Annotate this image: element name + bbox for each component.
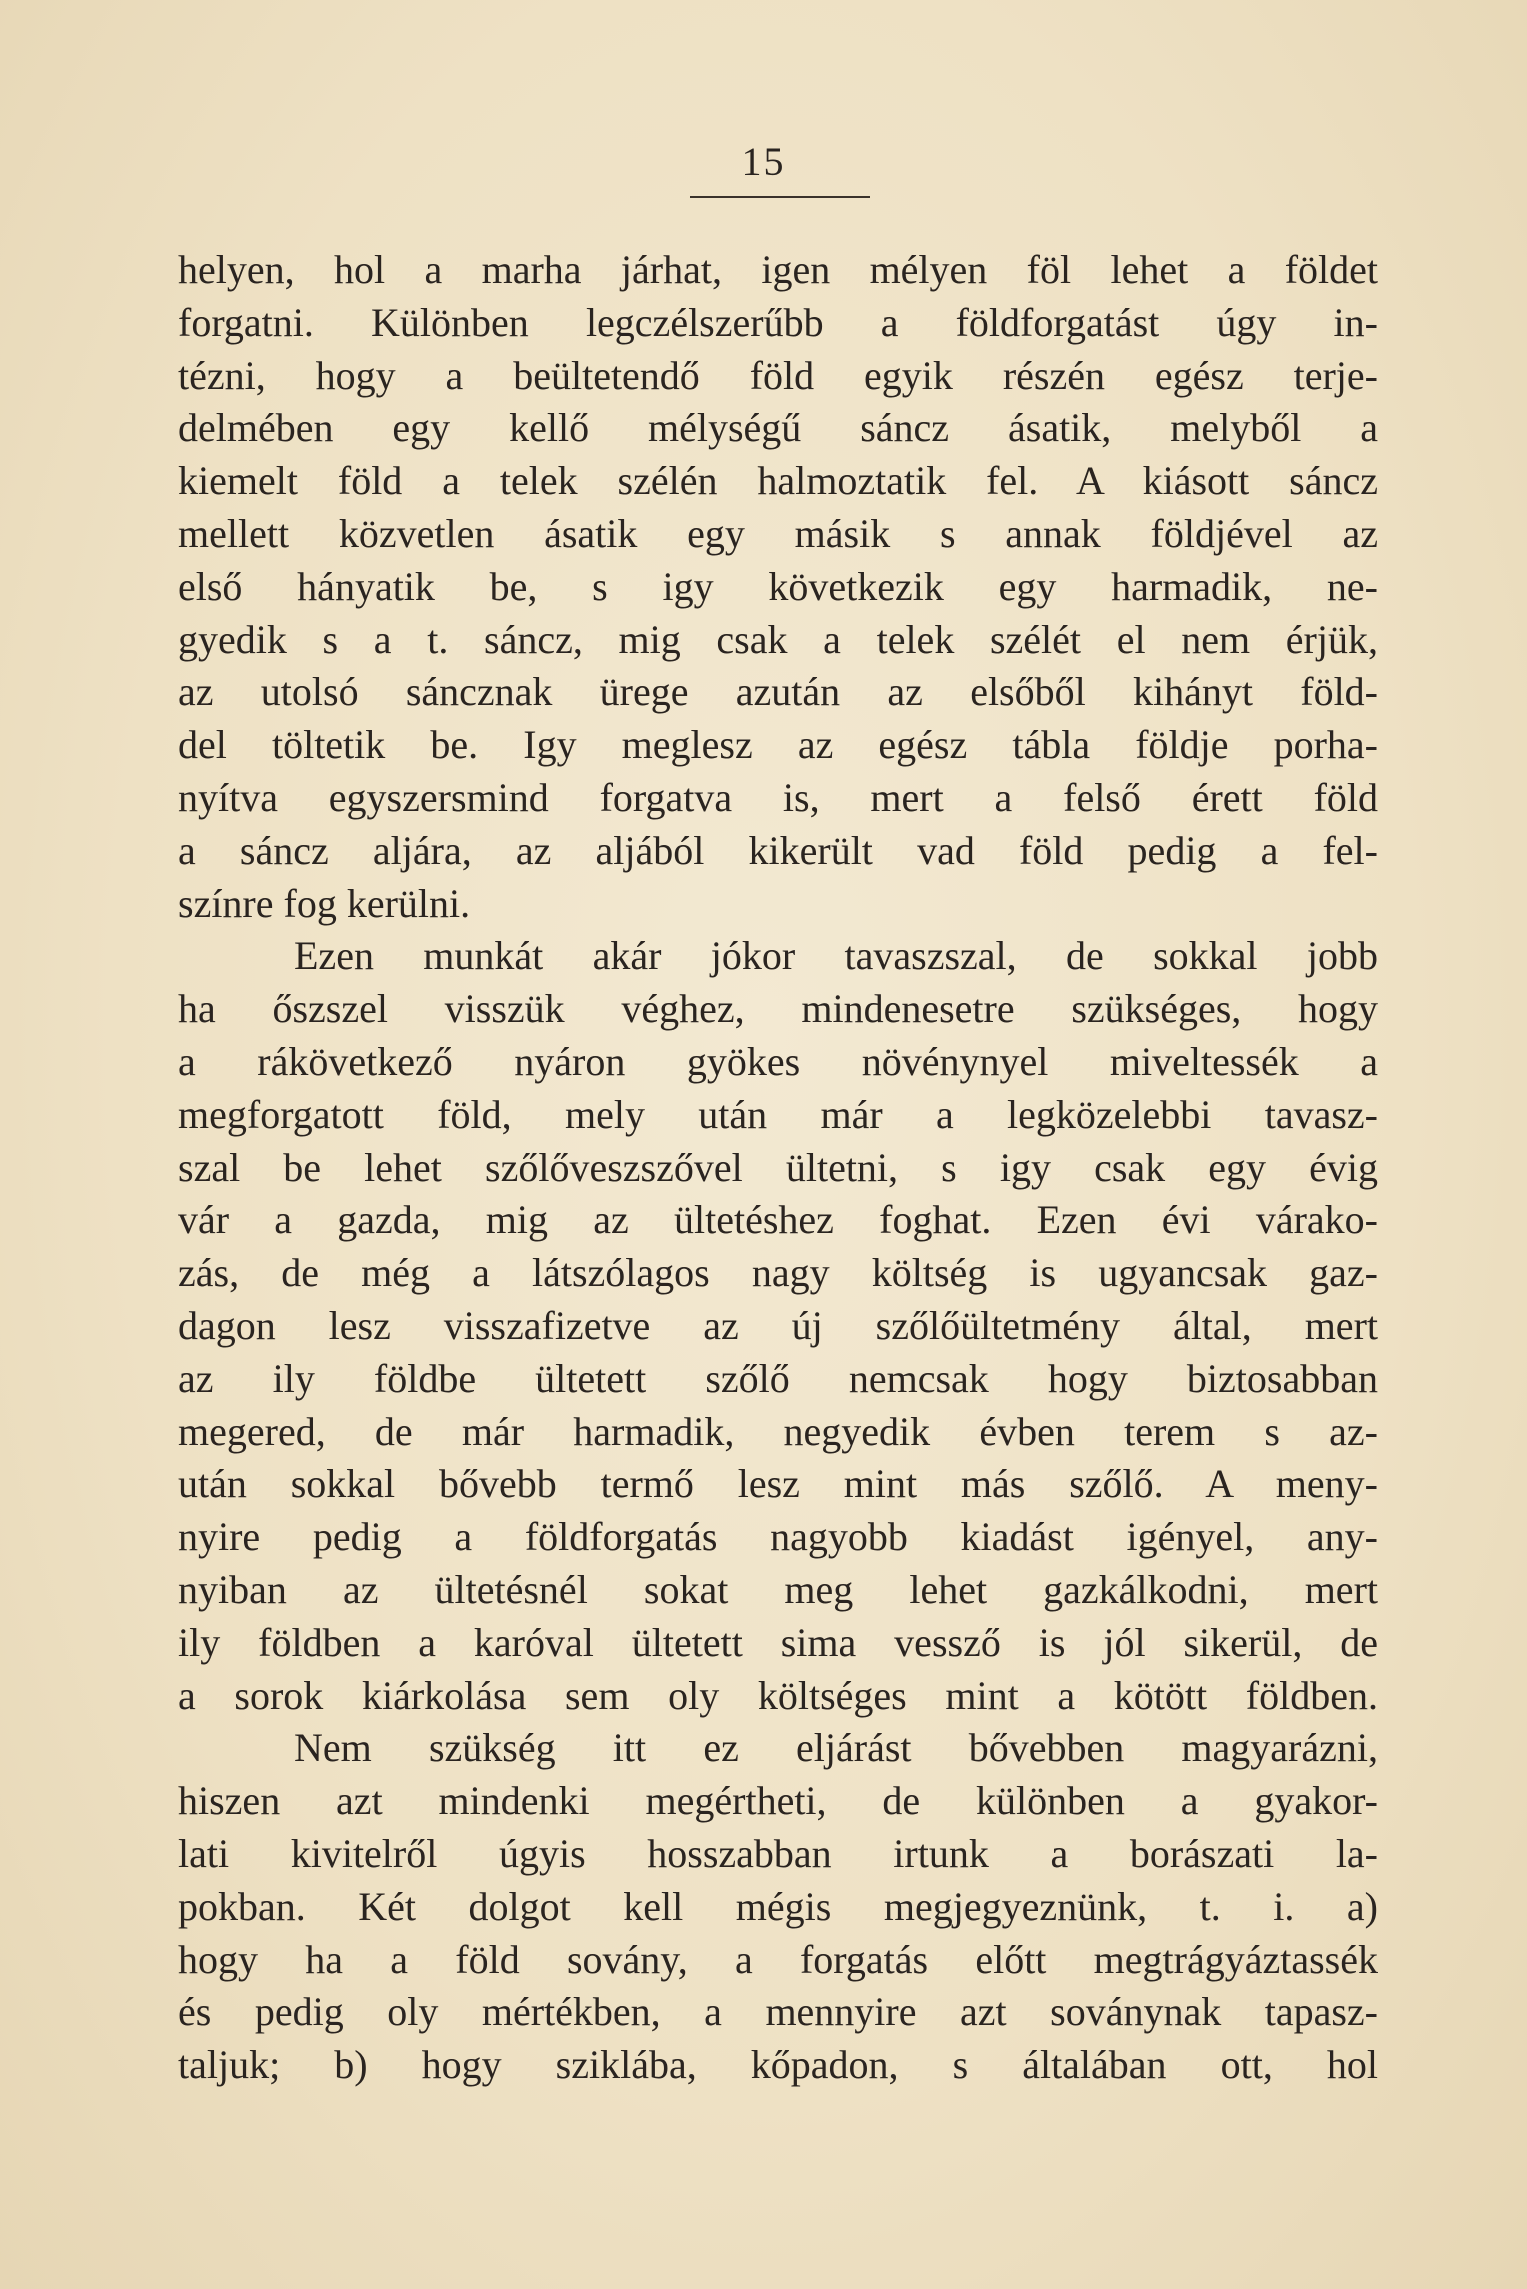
header-rule	[690, 196, 870, 198]
text-line: taljuk; b) hogy sziklába, kőpadon, s általában ott, hol	[178, 2042, 1378, 2088]
text-line: gyedik s a t. sáncz, mig csak a telek szélét el nem érjük,	[178, 616, 1378, 662]
text-line: vár a gazda, mig az ültetéshez foghat. Ezen évi várako-	[178, 1197, 1378, 1243]
text-line: lati kivitelről úgyis hosszabban irtunk a borászati la-	[178, 1830, 1378, 1876]
text-line: nyire pedig a földforgatás nagyobb kiadást igényel, any-	[178, 1514, 1378, 1560]
text-line: helyen, hol a marha járhat, igen mélyen föl lehet a földet	[178, 247, 1378, 292]
text-line: ha őszszel visszük véghez, mindenesetre szükséges, hogy	[178, 986, 1378, 1032]
text-line: nyítva egyszersmind forgatva is, mert a felső érett föld	[178, 774, 1378, 820]
text-line: Ezen munkát akár jókor tavaszszal, de sokkal jobb	[294, 933, 1378, 979]
text-line: az utolsó sáncznak ürege azután az elsőből kihányt föld-	[178, 669, 1378, 715]
text-line: az ily földbe ültetett szőlő nemcsak hogy biztosabban	[178, 1355, 1378, 1401]
text-line: első hányatik be, s igy következik egy harmadik, ne-	[178, 563, 1378, 609]
text-line: a rákövetkező nyáron gyökes növénynyel miveltessék a	[178, 1038, 1378, 1084]
text-line: dagon lesz visszafizetve az új szőlőültetmény által, mert	[178, 1302, 1378, 1348]
text-line: nyiban az ültetésnél sokat meg lehet gazkálkodni, mert	[178, 1566, 1378, 1612]
text-line: megered, de már harmadik, negyedik évben terem s az-	[178, 1408, 1378, 1454]
body-text	[178, 244, 1378, 2092]
page-number: 15	[741, 139, 786, 184]
text-line: Nem szükség itt ez eljárást bővebben magyarázni,	[294, 1725, 1378, 1771]
text-line: zás, de még a látszólagos nagy költség is ugyancsak gaz-	[178, 1250, 1378, 1296]
text-line: a sáncz aljára, az aljából kikerült vad föld pedig a fel-	[178, 827, 1378, 873]
text-line: a sorok kiárkolása sem oly költséges mint a kötött földben.	[178, 1672, 1378, 1718]
text-line: megforgatott föld, mely után már a legközelebbi tavasz-	[178, 1091, 1378, 1137]
text-line: delmében egy kellő mélységű sáncz ásatik, melyből a	[178, 405, 1378, 451]
text-line: pokban. Két dolgot kell mégis megjegyeznünk, t. i. a)	[178, 1883, 1378, 1929]
text-line: mellett közvetlen ásatik egy másik s annak földjével az	[178, 510, 1378, 556]
text-line: tézni, hogy a beültetendő föld egyik részén egész terje-	[178, 352, 1378, 398]
text-line: színre fog kerülni.	[178, 880, 471, 926]
text-line: hogy ha a föld sovány, a forgatás előtt megtrágyáztassék	[178, 1936, 1378, 1982]
text-line: szal be lehet szőlőveszszővel ültetni, s igy csak egy évig	[178, 1144, 1378, 1190]
text-line: hiszen azt mindenki megértheti, de különben a gyakor-	[178, 1778, 1378, 1824]
text-line: kiemelt föld a telek szélén halmoztatik fel. A kiásott sáncz	[178, 458, 1378, 504]
text-line: del töltetik be. Igy meglesz az egész tábla földje porha-	[178, 722, 1378, 768]
text-line: és pedig oly mértékben, a mennyire azt soványnak tapasz-	[178, 1989, 1378, 2035]
text-line: után sokkal bővebb termő lesz mint más szőlő. A meny-	[178, 1461, 1378, 1507]
text-line: forgatni. Különben legczélszerűbb a földforgatást úgy in-	[178, 299, 1378, 345]
text-line: ily földben a karóval ültetett sima vessző is jól sikerül, de	[178, 1619, 1378, 1665]
